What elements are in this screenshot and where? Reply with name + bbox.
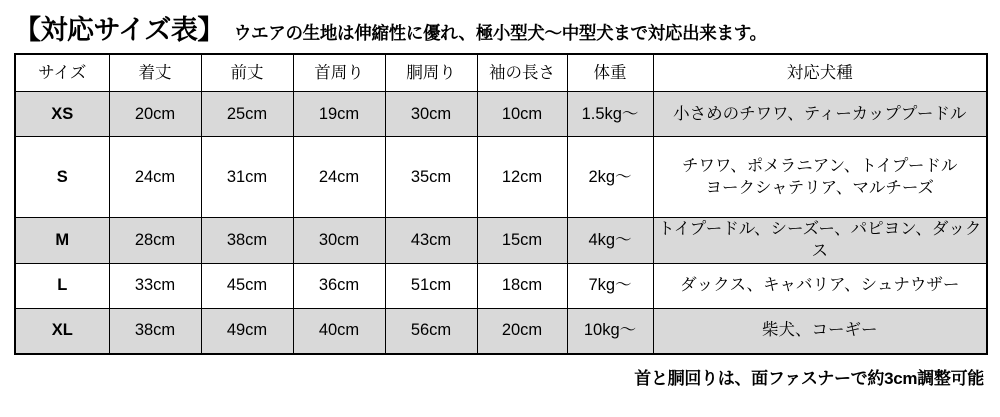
cell-length: 38cm	[109, 308, 201, 354]
column-header-front-length: 前丈	[201, 54, 293, 92]
breed-line: ヨークシャテリア、マルチーズ	[705, 179, 935, 197]
breed-line: トイプードル、シーズー、パピヨン、ダックス	[658, 220, 982, 261]
breed-line: ダックス、キャバリア、シュナウザー	[680, 276, 960, 295]
cell-sleeve: 18cm	[477, 263, 567, 308]
column-header-breeds: 対応犬種	[653, 54, 987, 92]
cell-size: M	[15, 218, 109, 264]
cell-front-length: 25cm	[201, 92, 293, 137]
cell-breeds	[653, 92, 987, 137]
cell-front-length: 31cm	[201, 137, 293, 218]
column-header-weight: 体重	[567, 54, 653, 92]
cell-length: 28cm	[109, 218, 201, 264]
table-row	[15, 218, 987, 264]
cell-neck: 36cm	[293, 263, 385, 308]
cell-breeds	[653, 137, 987, 218]
cell-sleeve: 12cm	[477, 137, 567, 218]
table-row	[15, 263, 987, 308]
cell-front-length: 45cm	[201, 263, 293, 308]
column-header-size: サイズ	[15, 54, 109, 92]
cell-size: S	[15, 137, 109, 218]
table-row	[15, 92, 987, 137]
table-header-row	[15, 54, 987, 92]
cell-size: L	[15, 263, 109, 308]
table-row	[15, 308, 987, 354]
header	[0, 0, 1000, 53]
cell-chest: 35cm	[385, 137, 477, 218]
cell-size: XL	[15, 308, 109, 354]
breed-line: 柴犬、コーギー	[762, 321, 878, 340]
cell-weight: 1.5kg〜	[567, 92, 653, 137]
cell-length: 24cm	[109, 137, 201, 218]
cell-size: XS	[15, 92, 109, 137]
size-table	[14, 53, 988, 355]
cell-breeds	[653, 218, 987, 264]
column-header-length: 着丈	[109, 54, 201, 92]
cell-weight: 2kg〜	[567, 137, 653, 218]
column-header-sleeve: 袖の長さ	[477, 54, 567, 92]
cell-front-length: 38cm	[201, 218, 293, 264]
breed-line: 小さめのチワワ、ティーカッププードル	[673, 104, 967, 123]
cell-weight: 10kg〜	[567, 308, 653, 354]
column-header-chest: 胴周り	[385, 54, 477, 92]
cell-length: 33cm	[109, 263, 201, 308]
table-row	[15, 137, 987, 218]
cell-chest: 43cm	[385, 218, 477, 264]
cell-breeds	[653, 308, 987, 354]
cell-chest: 51cm	[385, 263, 477, 308]
cell-chest: 56cm	[385, 308, 477, 354]
cell-length: 20cm	[109, 92, 201, 137]
cell-weight: 4kg〜	[567, 218, 653, 264]
cell-chest: 30cm	[385, 92, 477, 137]
breed-line: チワワ、ポメラニアン、トイプードル	[682, 156, 958, 175]
footer-note: 首と胴回りは、面ファスナーで約3cm調整可能	[634, 368, 984, 388]
cell-neck: 40cm	[293, 308, 385, 354]
cell-sleeve: 10cm	[477, 92, 567, 137]
cell-neck: 30cm	[293, 218, 385, 264]
column-header-neck: 首周り	[293, 54, 385, 92]
cell-breeds	[653, 263, 987, 308]
cell-neck: 24cm	[293, 137, 385, 218]
page-title: 【対応サイズ表】	[14, 15, 224, 45]
cell-front-length: 49cm	[201, 308, 293, 354]
cell-weight: 7kg〜	[567, 263, 653, 308]
cell-sleeve: 15cm	[477, 218, 567, 264]
cell-neck: 19cm	[293, 92, 385, 137]
cell-sleeve: 20cm	[477, 308, 567, 354]
header-note: ウエアの生地は伸縮性に優れ、極小型犬〜中型犬まで対応出来ます。	[233, 23, 767, 43]
